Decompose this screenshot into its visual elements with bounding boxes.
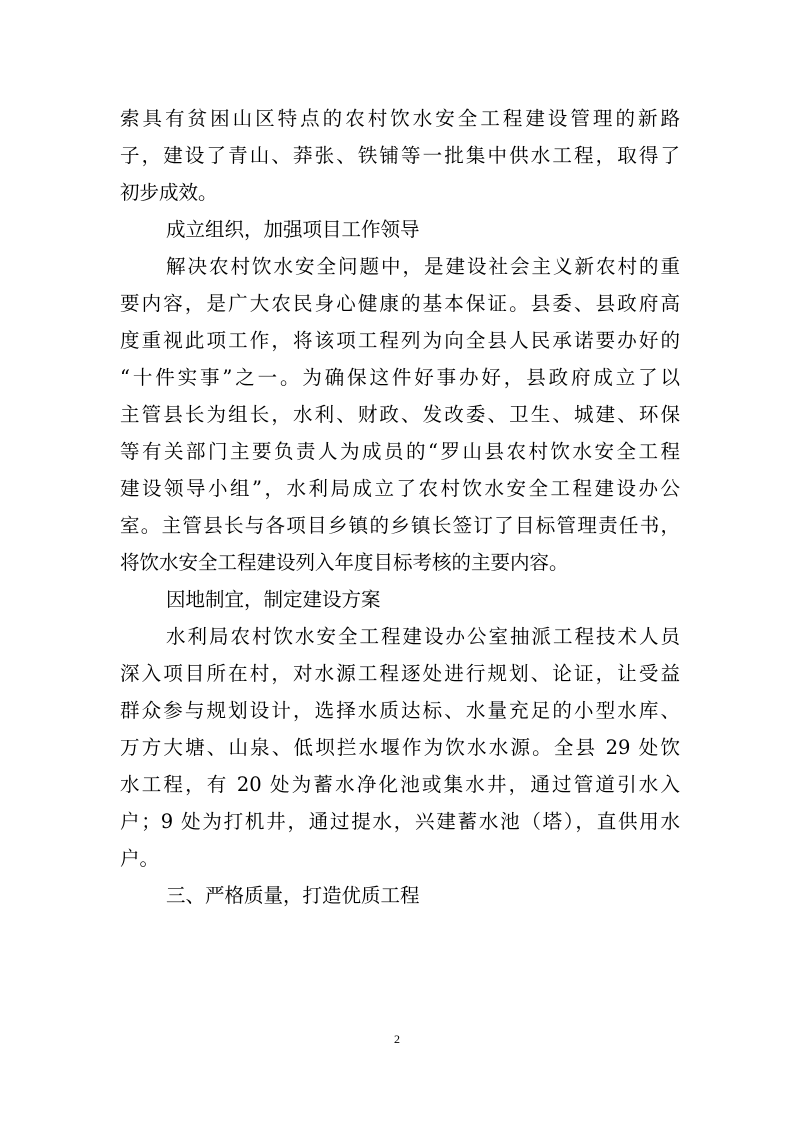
paragraph-line: 室。主管县长与各项目乡镇的乡镇长签订了目标管理责任书，	[120, 514, 680, 537]
section-heading: 因地制宜，制定建设方案	[166, 588, 381, 611]
paragraph-line: 户。	[120, 847, 160, 870]
paragraph-line: 子，建设了青山、莽张、铁铺等一批集中供水工程，取得了	[120, 144, 680, 167]
paragraph-line: 水利局农村饮水安全工程建设办公室抽派工程技术人员	[166, 625, 680, 648]
paragraph-line: 万方大塘、山泉、低坝拦水堰作为饮水水源。全县 29 处饮	[120, 736, 680, 759]
paragraph-line: 度重视此项工作，将该项工程列为向全县人民承诺要办好的	[120, 329, 680, 352]
page-number: 2	[394, 1032, 400, 1046]
paragraph-line: 索具有贫困山区特点的农村饮水安全工程建设管理的新路	[120, 107, 680, 130]
paragraph-line: 解决农村饮水安全问题中，是建设社会主义新农村的重	[166, 255, 680, 278]
paragraph-line: “十件实事”之一。为确保这件好事办好，县政府成立了以	[120, 366, 680, 389]
paragraph-line: 初步成效。	[120, 181, 218, 204]
paragraph-line: 等有关部门主要负责人为成员的“罗山县农村饮水安全工程	[120, 440, 680, 463]
paragraph-line: 将饮水安全工程建设列入年度目标考核的主要内容。	[120, 551, 569, 574]
paragraph-line: 深入项目所在村，对水源工程逐处进行规划、论证，让受益	[120, 662, 680, 685]
paragraph-line: 群众参与规划设计，选择水质达标、水量充足的小型水库、	[120, 699, 680, 722]
paragraph-line: 主管县长为组长，水利、财政、发改委、卫生、城建、环保	[120, 403, 680, 426]
paragraph-line: 户；9 处为打机井，通过提水，兴建蓄水池（塔），直供用水	[120, 810, 680, 833]
paragraph-line: 水工程，有 20 处为蓄水净化池或集水井，通过管道引水入	[120, 773, 680, 796]
document-body	[120, 100, 680, 914]
paragraph-line: 要内容，是广大农民身心健康的基本保证。县委、县政府高	[120, 292, 680, 315]
section-heading: 三、严格质量，打造优质工程	[166, 884, 420, 907]
paragraph-line: 建设领导小组”，水利局成立了农村饮水安全工程建设办公	[120, 477, 680, 500]
section-heading: 成立组织，加强项目工作领导	[166, 218, 420, 241]
